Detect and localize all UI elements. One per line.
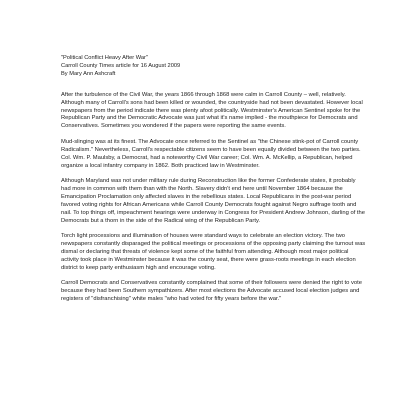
article-byline: By Mary Ann Ashcraft (61, 70, 116, 77)
article-header (61, 55, 366, 79)
paragraph-1: After the turbulence of the Civil War, the years 1866 through 1868 were calm in Carroll County – well, relatively. Although many of Carroll's sons had been killed or wounded, the countryside had not been devastated. However local newspapers from the period indicate there was plenty afoot politically. Westminster's American Sentinel spoke for the Republican Party and the Democratic Advocate was just what it's name implied - the mouthpiece for Democrats and Conservatives. Sometimes you wondered if the papers were reporting the same events. (61, 91, 363, 130)
article-title: "Political Conflict Heavy After War" (61, 55, 148, 61)
paragraph-5: Carroll Democrats and Conservatives constantly complained that some of their followers were denied the right to vote because they had been Southern sympathizers. After most elections the Advocate accused local election judges and registers of "disfranchising" white males "who had voted for fifty years before the war." (61, 280, 362, 303)
paragraph-2: Mud-slinging was at its finest. The Advocate once referred to the Sentinel as "the Chinese stink-pot of Carroll county Radicalism." Nevertheless, Carroll's respectable citizens seem to have been equally divided between the two parties. Col. Wm. P. Maulsby, a Democrat, had a noteworthy Civil War career; Col. Wm. A. McKellip, a Republican, helped organize a local infantry company in 1862. Both practiced law in Westminster. (61, 138, 361, 169)
paragraph-3: Although Maryland was not under military rule during Reconstruction like the former Confederate states, it probably had more in common with them than with the North. Slavery didn't end here until November 1864 because the Emancipation Proclamation only affected slaves in the rebellious states. Local Republicans in the post-war period favored voting rights for African Americans while Carroll County Democrats fought against Negro suffrage tooth and nail. To top things off, impeachment hearings were underway in Congress for President Andrew Johnson, darling of the Democrats but a thorn in the side of the Radical wing of the Republican Party. (61, 178, 365, 224)
article-source: Carroll County Times article for 16 August 2009 (61, 62, 181, 69)
article-body (61, 92, 366, 304)
paragraph-4: Torch light processions and illumination of houses were standard ways to celebrate an election victory. The two newspapers constantly disparaged the political meetings or processions of the opposing party claiming the turnout was dismal or declaring that threats of violence kept some of the faithful from attending. Although most major political activity took place in Westminster because it was the county seat, there were grass-roots meetings in each election district to keep party enthusiasm high and encourage voting. (61, 233, 366, 271)
